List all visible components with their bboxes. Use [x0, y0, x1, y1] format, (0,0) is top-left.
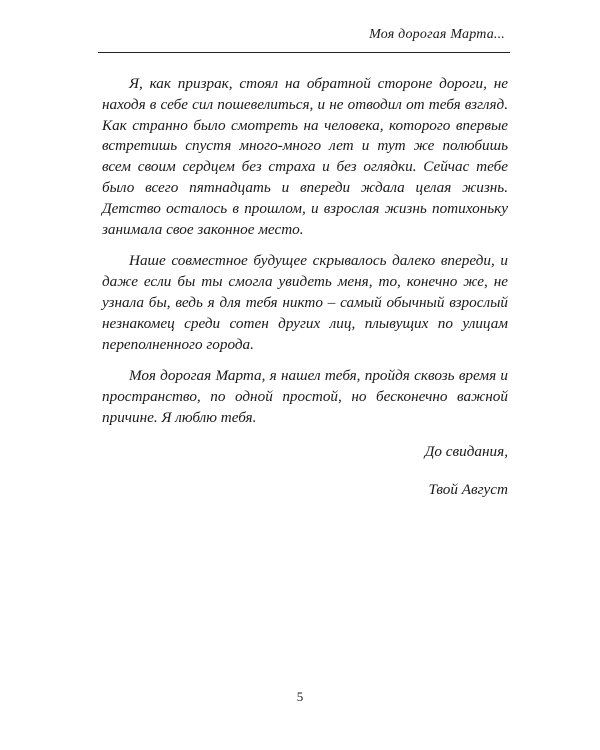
paragraph-2: Наше совместное будущее скрывалось далеко впереди, и даже если бы ты смогла увидеть меня, то, конечно же, не узнала бы, ведь я для тебя никто – самый обычный взрослый незнакомец среди сотен других лиц, плывущих по улицам переполненного города. [102, 252, 508, 353]
signature-line: Твой Август [428, 480, 508, 498]
paragraph-3: Моя дорогая Марта, я нашел тебя, пройдя сквозь время и пространство, по одной простой, но бесконечно важной причине. Я люблю тебя. [102, 367, 508, 426]
header-divider [98, 52, 510, 53]
paragraph-1: Я, как призрак, стоял на обратной стороне дороги, не находя в себе сил пошевелиться, и не отводил от тебя взгляд. Как странно было смотреть на человека, которого впервые встретишь спустя много-много лет и тут же полюбишь всем своим сердцем без страха и без оглядки. Сейчас тебе было всего пятнадцать и впереди ждала целая жизнь. Детство осталось в прошлом, и взрослая жизнь потихоньку занимала свое законное место. [102, 75, 508, 238]
letter-body [102, 74, 508, 500]
running-header-title: Моя дорогая Марта... [369, 27, 505, 42]
page-number: 5 [296, 689, 304, 704]
closing-line: До свидания, [424, 442, 508, 460]
